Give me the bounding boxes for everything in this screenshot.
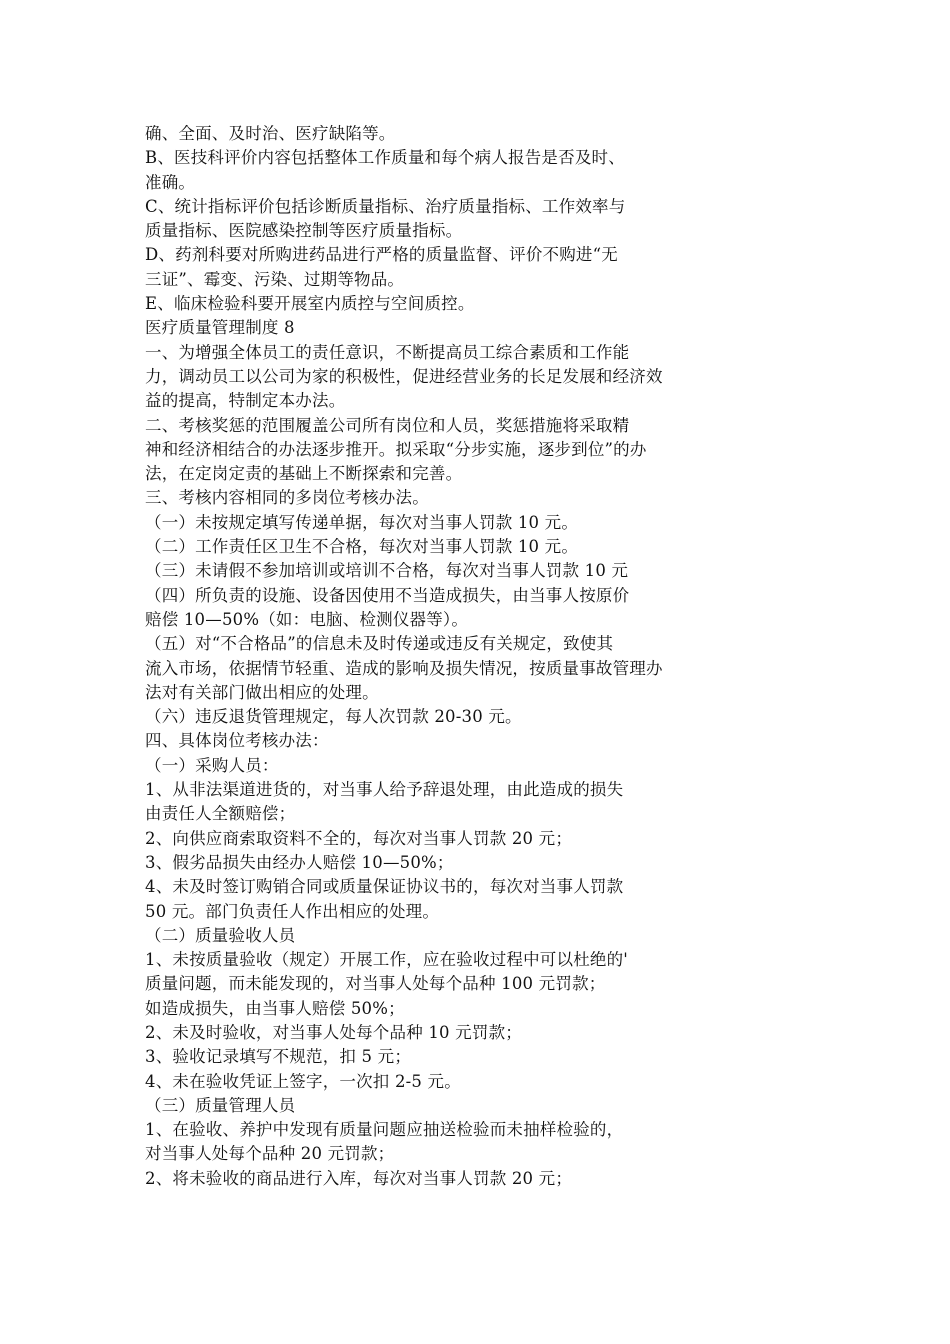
text-line: 2、将未验收的商品进行入库，每次对当事人罚款 20 元； xyxy=(145,1168,573,1188)
text-line: 确、全面、及时治、医疗缺陷等。 xyxy=(145,124,396,143)
text-line: （六）违反退货管理规定，每人次罚款 20-30 元。 xyxy=(145,707,522,727)
text-line: 2、向供应商索取资料不全的，每次对当事人罚款 20 元； xyxy=(145,828,573,848)
text-line: 力，调动员工以公司为家的积极性，促进经营业务的长足发展和经济效 xyxy=(145,366,663,386)
text-line: 50 元。部门负责任人作出相应的处理。 xyxy=(145,901,440,921)
text-line: 神和经济相结合的办法逐步推开。拟采取“分步实施，逐步到位”的办 xyxy=(145,439,647,459)
text-line: 一、为增强全体员工的责任意识，不断提高员工综合素质和工作能 xyxy=(145,342,630,362)
text-line: D、药剂科要对所购进药品进行严格的质量监督、评价不购进“无 xyxy=(145,245,618,265)
text-line: （三）未请假不参加培训或培训不合格，每次对当事人罚款 10 元 xyxy=(145,561,629,581)
text-line: 4、未及时签订购销合同或质量保证协议书的，每次对当事人罚款 xyxy=(145,877,624,897)
text-line: 准确。 xyxy=(145,172,196,192)
text-line: 益的提高，特制定本办法。 xyxy=(145,391,346,411)
text-line: （五）对“不合格品”的信息未及时传递或违反有关规定，致使其 xyxy=(145,634,614,654)
text-line: 4、未在验收凭证上签字，一次扣 2-5 元。 xyxy=(145,1071,461,1091)
text-line: 由责任人全额赔偿； xyxy=(145,804,296,824)
text-line: 质量问题，而未能发现的，对当事人处每个品种 100 元罚款； xyxy=(145,974,606,994)
text-line: 四、具体岗位考核办法： xyxy=(145,731,329,751)
text-line: （一）未按规定填写传递单据，每次对当事人罚款 10 元。 xyxy=(145,512,579,532)
text-line: 质量指标、医院感染控制等医疗质量指标。 xyxy=(145,221,463,241)
text-line: C、统计指标评价包括诊断质量指标、治疗质量指标、工作效率与 xyxy=(145,196,626,216)
text-line: （四）所负责的设施、设备因使用不当造成损失，由当事人按原价 xyxy=(145,585,630,605)
text-line: 如造成损失，由当事人赔偿 50%； xyxy=(145,998,405,1018)
text-line: 对当事人处每个品种 20 元罚款； xyxy=(145,1144,395,1164)
text-line: 1、在验收、养护中发现有质量问题应抽送检验而未抽样检验的， xyxy=(145,1120,624,1140)
text-line: 法，在定岗定责的基础上不断探索和完善。 xyxy=(145,464,463,484)
text-line: （一）采购人员： xyxy=(145,755,279,775)
text-line: B、医技科评价内容包括整体工作质量和每个病人报告是否及时、 xyxy=(145,148,625,168)
text-line: 3、验收记录填写不规范，扣 5 元； xyxy=(145,1047,412,1067)
text-line: 3、假劣品损失由经办人赔偿 10—50%； xyxy=(145,852,454,872)
text-line: 三、考核内容相同的多岗位考核办法。 xyxy=(145,488,429,508)
text-line: E、临床检验科要开展室内质控与空间质控。 xyxy=(145,294,475,314)
text-line: 流入市场，依据情节轻重、造成的影响及损失情况，按质量事故管理办 xyxy=(145,658,663,678)
text-line: 1、未按质量验收（规定）开展工作，应在验收过程中可以杜绝的' xyxy=(145,950,629,970)
text-line: 法对有关部门做出相应的处理。 xyxy=(145,682,379,702)
text-line: （二）质量验收人员 xyxy=(145,925,296,945)
text-line: （二）工作责任区卫生不合格，每次对当事人罚款 10 元。 xyxy=(145,537,579,557)
text-line: 2、未及时验收，对当事人处每个品种 10 元罚款； xyxy=(145,1022,522,1042)
text-line: （三）质量管理人员 xyxy=(145,1095,296,1115)
text-line: 赔偿 10—50%（如：电脑、检测仪器等）。 xyxy=(145,609,469,629)
text-line: 医疗质量管理制度 8 xyxy=(145,318,295,338)
text-line: 二、考核奖惩的范围履盖公司所有岗位和人员，奖惩措施将采取精 xyxy=(145,415,630,435)
document-body xyxy=(145,122,785,1191)
text-line: 三证”、霉变、污染、过期等物品。 xyxy=(145,269,405,289)
text-line: 1、从非法渠道进货的，对当事人给予辞退处理，由此造成的损失 xyxy=(145,780,624,800)
